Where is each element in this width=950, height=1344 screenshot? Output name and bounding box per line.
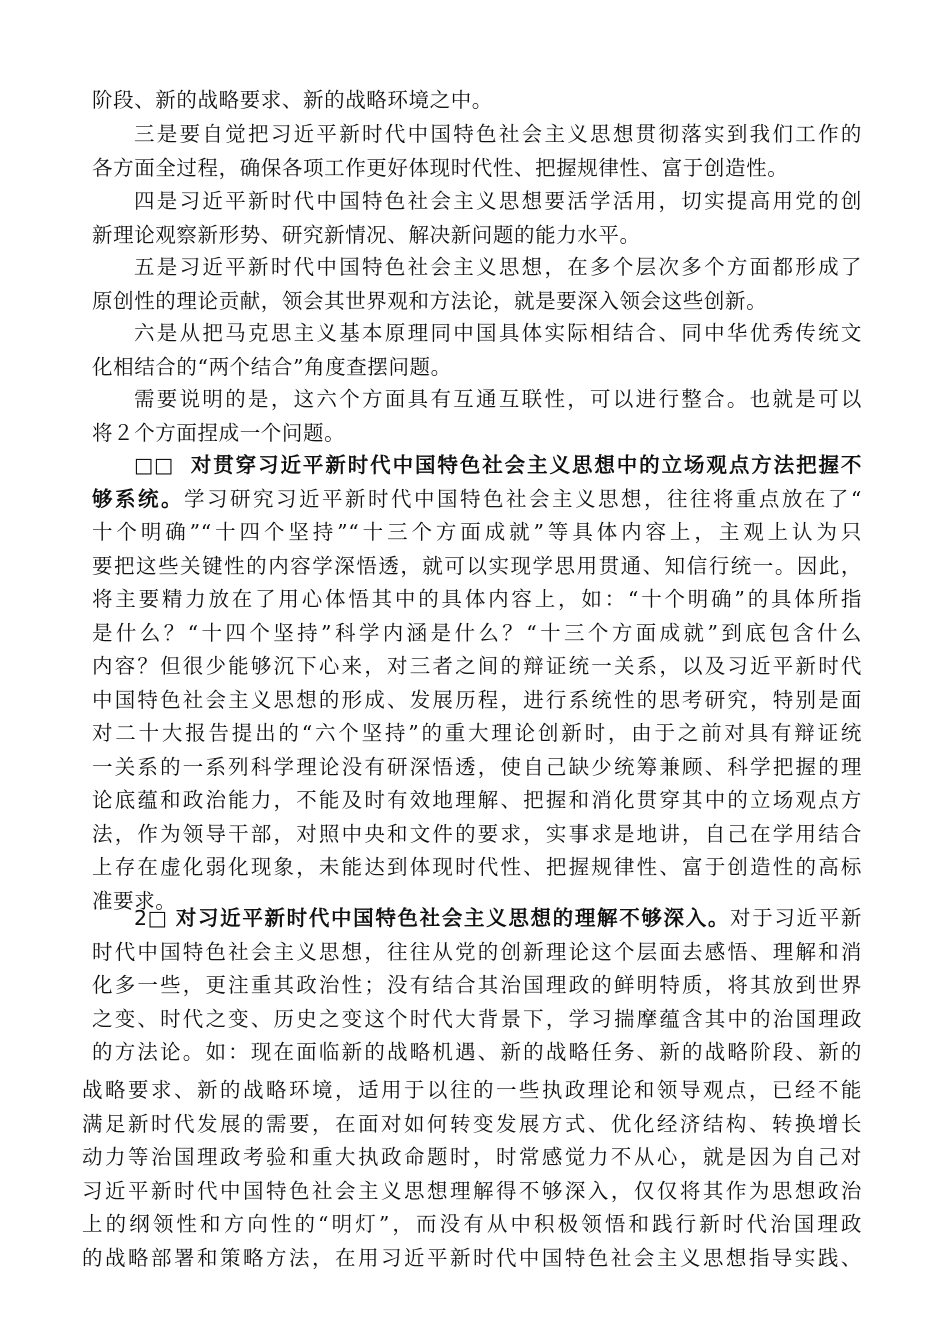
text-line: 上的纲领性和方向性的“明灯”，而没有从中积极领悟和践行新时代治国理政 [82,1212,862,1236]
section-heading: 对习近平新时代中国特色社会主义思想的理解不够深入。 [175,906,731,930]
text-line: 时代中国特色社会主义思想，往往从党的创新理论这个层面去感悟、理解和消 [92,939,862,964]
text-line: 论底蕴和政治能力，不能及时有效地理解、把握和消化贯穿其中的立场观点方 [92,788,862,812]
text-line: 化相结合的“两个结合”角度查摆问题。 [92,354,452,379]
paragraph-continuation [92,84,862,118]
section-one [92,449,862,918]
text-line: 的方法论。如：现在面临新的战略机遇、新的战略任务、新的战略阶段、新的 [92,1040,862,1064]
text-line: 满足新时代发展的需要，在面对如何转变发展方式、优化经济结构、转换增长 [82,1111,862,1136]
text-line: 准要求。 [92,888,177,913]
paragraph-six [92,317,862,384]
text-line: 各方面全过程，确保各项工作更好体现时代性、把握规律性、富于创造性。 [92,155,789,180]
section-heading-line [92,902,862,936]
list-marker: □□ [134,453,174,477]
text-line: 一关系的一系列科学理论没有研深悟透，使自己缺少统筹兼顾、科学把握的理 [92,754,862,779]
text-line: 十个明确”“十四个坚持”“十三个方面成就”等具体内容上，主观上认为只 [92,520,862,544]
section-two-continuation [82,1074,862,1275]
text-line: 新理论观察新形势、研究新情况、解决新问题的能力水平。 [92,222,641,247]
text-line [92,483,862,517]
text-line: 是什么？“十四个坚持”科学内涵是什么？“十三个方面成就”到底包含什么 [92,620,862,645]
text-line: 化多一些，更注重其政治性；没有结合其治国理政的鲜明特质，将其放到世界 [92,973,862,997]
text-line: 六是从把马克思主义基本原理同中国具体实际相结合、同中华优秀传统文 [134,321,862,345]
text-line: 内容？但很少能够沉下心来，对三者之间的辩证统一关系，以及习近平新时代 [92,654,862,678]
text-line: 将２个方面捏成一个问题。 [92,420,346,445]
paragraph-note [92,383,862,450]
text-line: 原创性的理论贡献，领会其世界观和方法论，就是要深入领会这些创新。 [92,288,768,313]
text-line: 之变、时代之变、历史之变这个时代大背景下，学习揣摩蕴含其中的治国理政 [92,1006,862,1031]
text-line: 需要说明的是，这六个方面具有互通互联性，可以进行整合。也就是可以 [134,387,862,411]
text-line: 对二十大报告提出的“六个坚持”的重大理论创新时，由于之前对具有辩证统 [92,721,862,745]
text-run: 学习研究习近平新时代中国特色社会主义思想，往往将重点放在了“ [184,486,862,511]
section-heading: 对贯穿习近平新时代中国特色社会主义思想中的立场观点方法把握不 [190,453,862,477]
text-line: 动力等治国理政考验和重大执政命题时，时常感觉力不从心，就是因为自己对 [82,1145,862,1169]
section-heading-end: 够系统。 [92,486,184,511]
text-line: 习近平新时代中国特色社会主义思想理解得不够深入，仅仅将其作为思想政治 [82,1178,862,1203]
text-line: 要把这些关键性的内容学深悟透，就可以实现学思用贯通、知信行统一。因此， [92,553,862,578]
text-line: 中国特色社会主义思想的形成、发展历程，进行系统性的思考研究，特别是面 [92,687,862,712]
text-line: 将主要精力放在了用心体悟其中的具体内容上，如：“十个明确”的具体所指 [92,587,862,611]
text-line: 上存在虚化弱化现象，未能达到体现时代性、把握规律性、富于创造性的高标 [92,855,862,879]
paragraph-five [92,251,862,318]
text-line: 的战略部署和策略方法，在用习近平新时代中国特色社会主义思想指导实践、 [82,1245,862,1270]
paragraph-three [92,118,862,185]
text-line: 四是习近平新时代中国特色社会主义思想要活学活用，切实提高用党的创 [134,189,862,213]
section-two [92,902,862,1070]
section-heading-line [92,449,862,483]
paragraph-four [92,185,862,252]
text-line: 法，作为领导干部，对照中央和文件的要求，实事求是地讲，自己在学用结合 [92,821,862,846]
list-marker: 2□ [134,906,168,930]
text-line: 阶段、新的战略要求、新的战略环境之中。 [92,88,493,112]
text-line: 三是要自觉把习近平新时代中国特色社会主义思想贯彻落实到我们工作的 [134,122,862,146]
text-line: 五是习近平新时代中国特色社会主义思想，在多个层次多个方面都形成了 [134,255,862,279]
text-line: 战略要求、新的战略环境，适用于以往的一些执政理论和领导观点，已经不能 [82,1078,862,1102]
text-run: 对于习近平新 [730,906,862,930]
